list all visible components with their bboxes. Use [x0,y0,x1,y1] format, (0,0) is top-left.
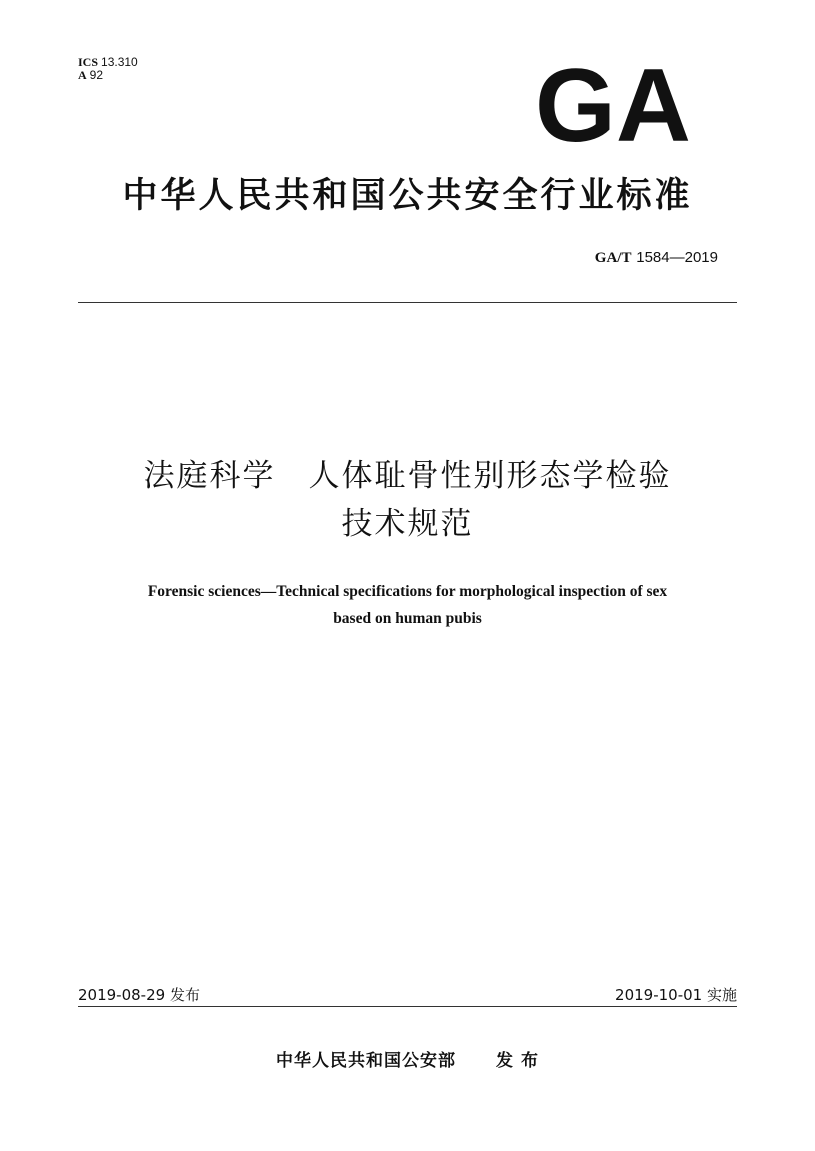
top-divider [78,302,737,303]
implementation-date: 2019-10-01 实施 [615,986,737,1004]
ga-logo-text: GA [535,64,691,142]
standard-number [595,248,718,267]
publish-word: 发 布 [496,1051,539,1071]
class-line [78,69,138,82]
ics-label: ICS [78,55,99,69]
standard-number-prefix: GA/T [594,250,632,266]
ics-code: 13.310 [101,55,138,69]
classification-block [78,56,138,82]
chinese-title-line1: 法庭科学 人体耻骨性别形态学检验 [143,458,672,494]
chinese-title [0,452,815,548]
standard-title: 中华人民共和国公共安全行业标准 [122,176,693,216]
issue-date: 2019-08-29 发布 [78,986,200,1004]
english-title-line1: Forensic sciences—Technical specifications for morphological inspection of sex [147,583,668,600]
publisher-name: 中华人民共和国公安部 [276,1051,457,1071]
bottom-divider [78,1006,737,1007]
ga-logo [535,64,691,142]
chinese-title-line2: 技术规范 [341,506,474,542]
standard-number-value: 1584—2019 [636,249,718,266]
class-code: 92 [89,68,104,82]
class-label: A [78,68,87,82]
english-title [70,578,745,632]
publisher-line [0,1046,815,1071]
english-title-line2: based on human pubis [333,610,482,627]
